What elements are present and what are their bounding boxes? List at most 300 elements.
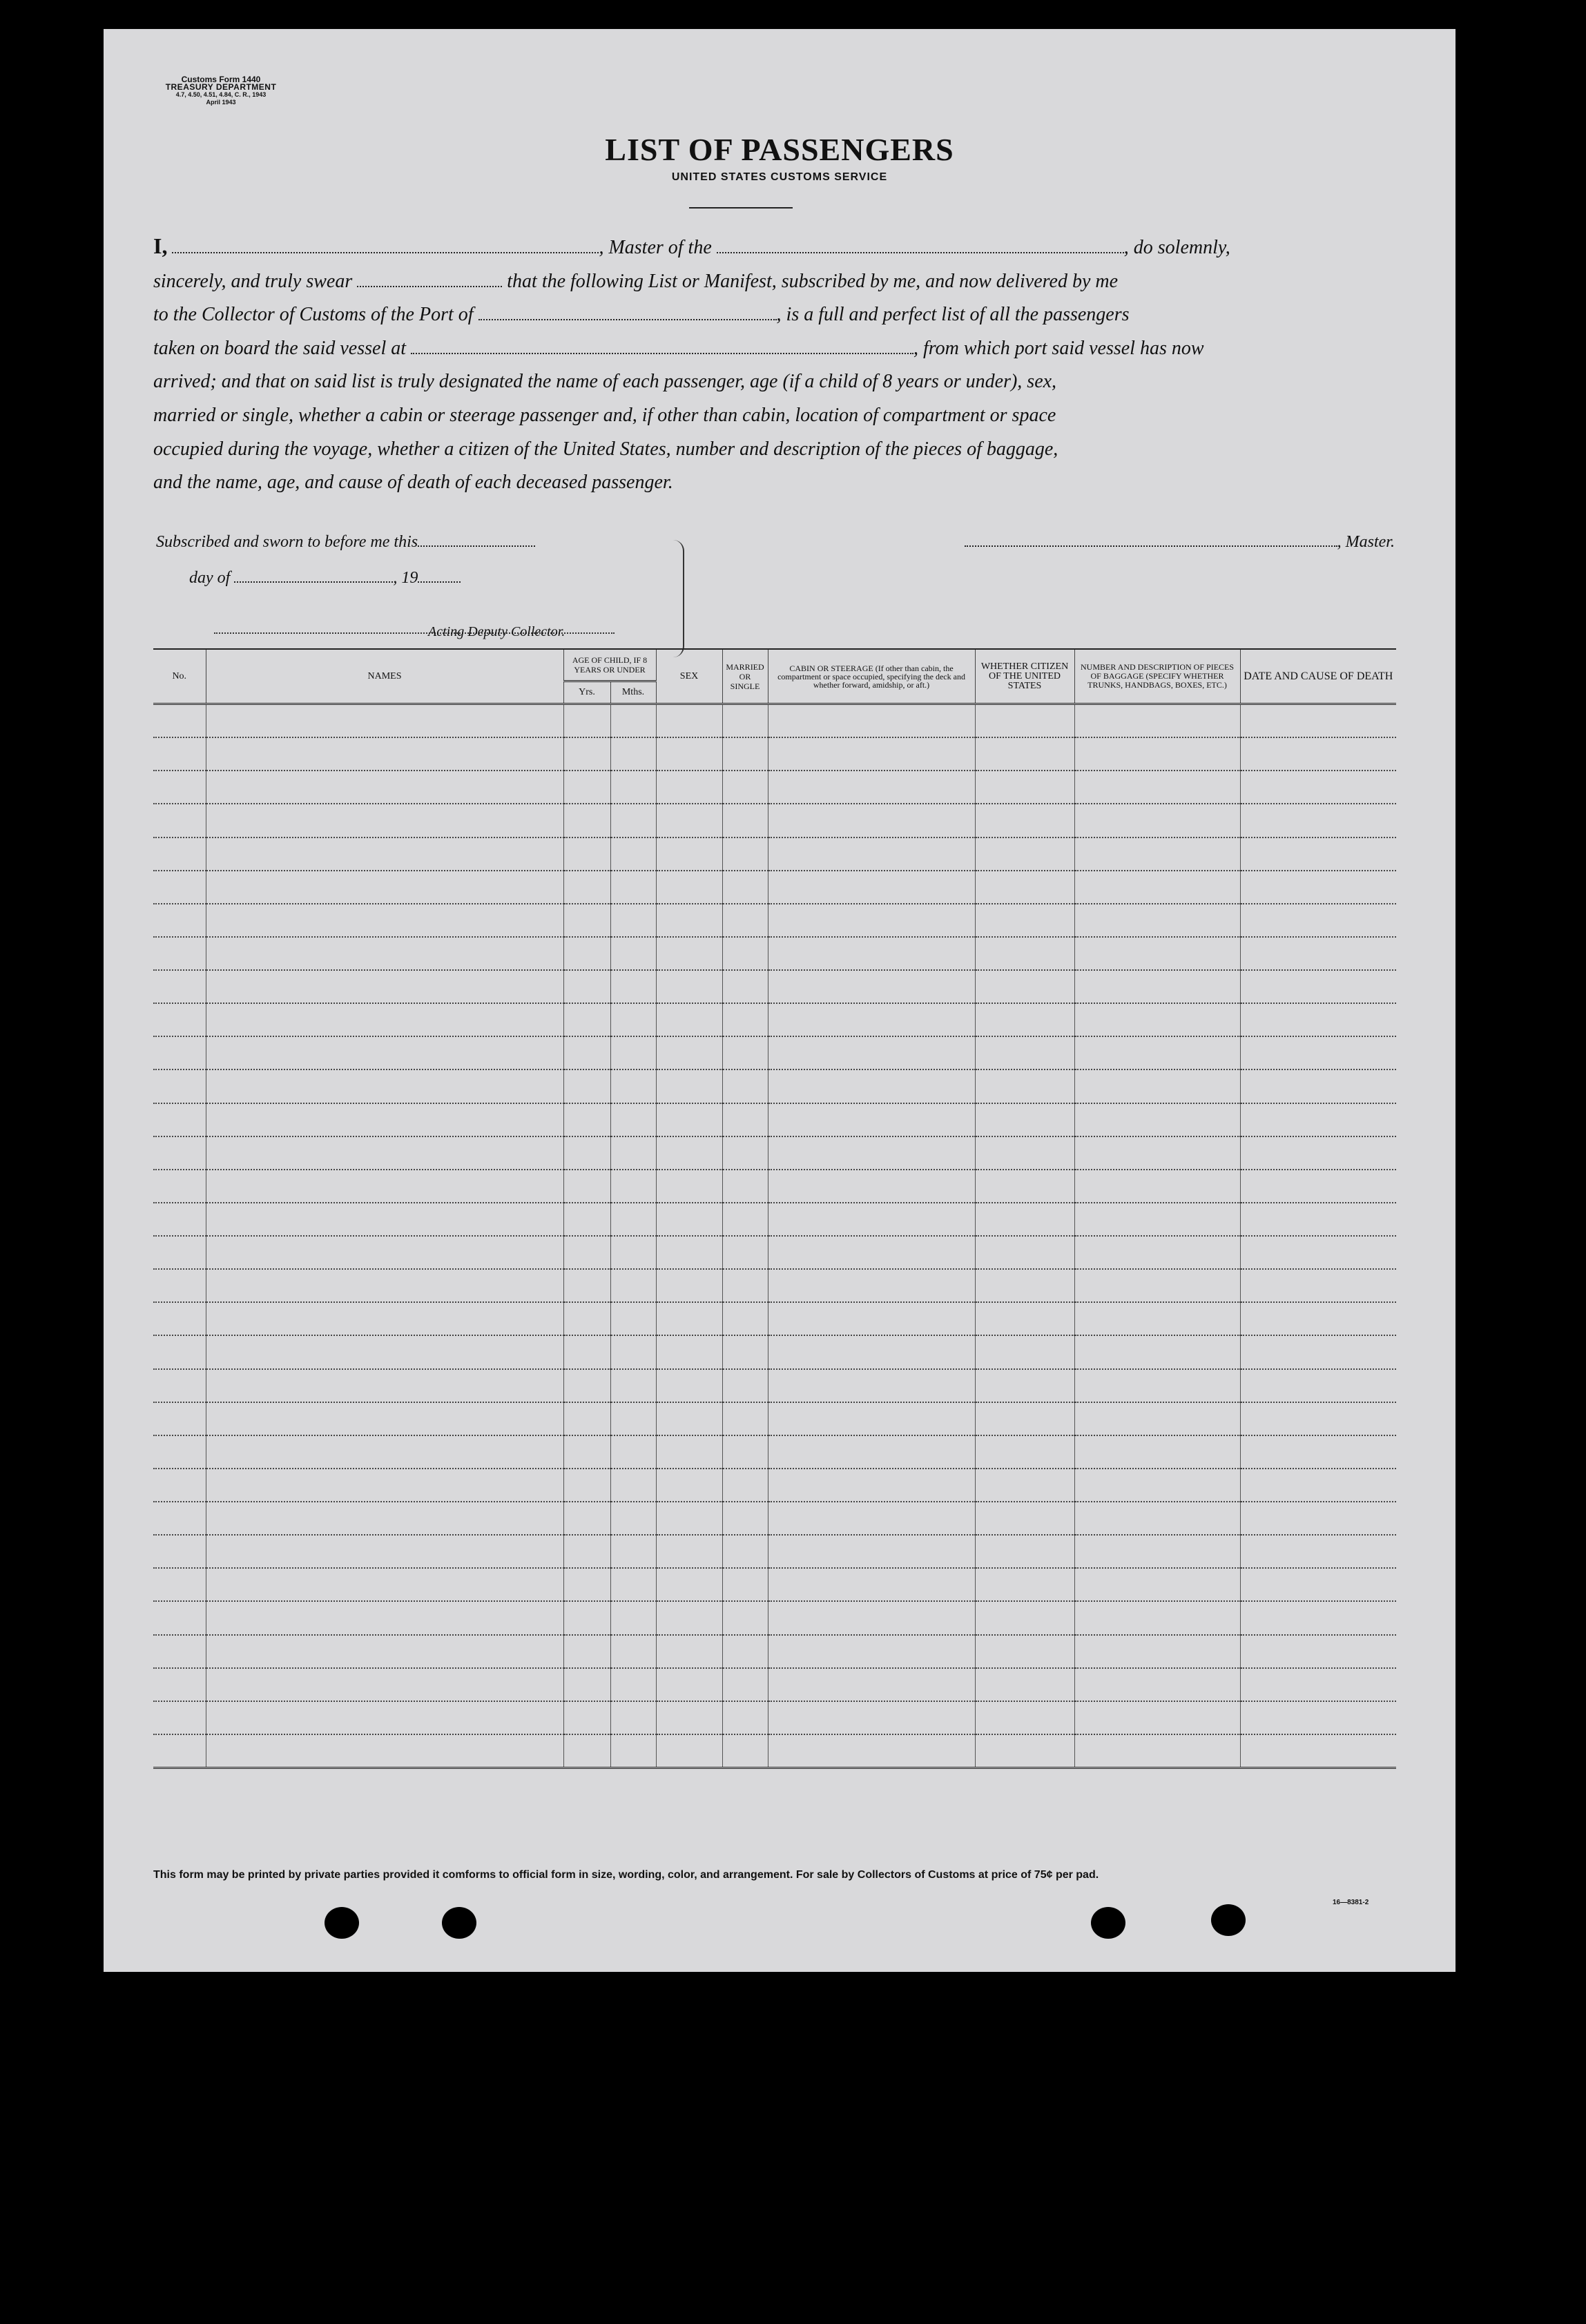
row-name-cell[interactable] <box>206 1734 563 1768</box>
row-months-cell[interactable] <box>610 1701 656 1734</box>
row-months-cell[interactable] <box>610 1335 656 1368</box>
row-months-cell[interactable] <box>610 970 656 1003</box>
row-years-cell[interactable] <box>563 1502 610 1535</box>
vessel-name-field[interactable] <box>717 238 1124 253</box>
row-citizen-cell[interactable] <box>975 1203 1074 1236</box>
row-years-cell[interactable] <box>563 737 610 771</box>
row-baggage-cell[interactable] <box>1074 1601 1240 1634</box>
row-sex-cell[interactable] <box>656 1502 722 1535</box>
row-months-cell[interactable] <box>610 1535 656 1568</box>
row-name-cell[interactable] <box>206 1435 563 1469</box>
row-no-cell[interactable] <box>153 1502 206 1535</box>
row-months-cell[interactable] <box>610 1502 656 1535</box>
row-cabin-cell[interactable] <box>768 771 975 804</box>
row-citizen-cell[interactable] <box>975 970 1074 1003</box>
row-years-cell[interactable] <box>563 1302 610 1335</box>
sworn-day-field[interactable] <box>418 532 535 547</box>
row-married-cell[interactable] <box>722 1435 768 1469</box>
row-months-cell[interactable] <box>610 1103 656 1136</box>
row-sex-cell[interactable] <box>656 1402 722 1435</box>
row-name-cell[interactable] <box>206 1635 563 1668</box>
master-name-field[interactable] <box>172 238 599 253</box>
row-no-cell[interactable] <box>153 804 206 837</box>
row-married-cell[interactable] <box>722 737 768 771</box>
row-baggage-cell[interactable] <box>1074 1170 1240 1203</box>
row-cabin-cell[interactable] <box>768 1170 975 1203</box>
row-name-cell[interactable] <box>206 1402 563 1435</box>
row-death-cell[interactable] <box>1240 804 1396 837</box>
row-cabin-cell[interactable] <box>768 970 975 1003</box>
row-baggage-cell[interactable] <box>1074 1568 1240 1601</box>
row-months-cell[interactable] <box>610 837 656 871</box>
row-baggage-cell[interactable] <box>1074 1369 1240 1402</box>
row-name-cell[interactable] <box>206 837 563 871</box>
row-death-cell[interactable] <box>1240 1103 1396 1136</box>
row-years-cell[interactable] <box>563 1036 610 1069</box>
row-months-cell[interactable] <box>610 704 656 738</box>
row-citizen-cell[interactable] <box>975 1435 1074 1469</box>
row-baggage-cell[interactable] <box>1074 1402 1240 1435</box>
row-baggage-cell[interactable] <box>1074 871 1240 904</box>
row-no-cell[interactable] <box>153 1601 206 1634</box>
row-cabin-cell[interactable] <box>768 937 975 970</box>
row-death-cell[interactable] <box>1240 1668 1396 1701</box>
row-name-cell[interactable] <box>206 1136 563 1170</box>
row-citizen-cell[interactable] <box>975 1369 1074 1402</box>
row-death-cell[interactable] <box>1240 871 1396 904</box>
row-no-cell[interactable] <box>153 1535 206 1568</box>
row-citizen-cell[interactable] <box>975 1502 1074 1535</box>
row-name-cell[interactable] <box>206 1069 563 1103</box>
row-name-cell[interactable] <box>206 904 563 937</box>
row-baggage-cell[interactable] <box>1074 1136 1240 1170</box>
row-no-cell[interactable] <box>153 1269 206 1302</box>
row-sex-cell[interactable] <box>656 1103 722 1136</box>
row-sex-cell[interactable] <box>656 1269 722 1302</box>
row-cabin-cell[interactable] <box>768 1269 975 1302</box>
row-cabin-cell[interactable] <box>768 1568 975 1601</box>
row-citizen-cell[interactable] <box>975 1269 1074 1302</box>
row-married-cell[interactable] <box>722 970 768 1003</box>
row-months-cell[interactable] <box>610 1302 656 1335</box>
row-no-cell[interactable] <box>153 904 206 937</box>
row-sex-cell[interactable] <box>656 1069 722 1103</box>
row-no-cell[interactable] <box>153 1036 206 1069</box>
row-married-cell[interactable] <box>722 1701 768 1734</box>
row-sex-cell[interactable] <box>656 704 722 738</box>
row-married-cell[interactable] <box>722 771 768 804</box>
row-no-cell[interactable] <box>153 1236 206 1269</box>
master-signature-field[interactable] <box>965 532 1337 547</box>
row-no-cell[interactable] <box>153 1203 206 1236</box>
row-sex-cell[interactable] <box>656 937 722 970</box>
row-sex-cell[interactable] <box>656 1236 722 1269</box>
row-cabin-cell[interactable] <box>768 1335 975 1368</box>
row-years-cell[interactable] <box>563 904 610 937</box>
row-months-cell[interactable] <box>610 1369 656 1402</box>
row-baggage-cell[interactable] <box>1074 737 1240 771</box>
row-name-cell[interactable] <box>206 1302 563 1335</box>
row-months-cell[interactable] <box>610 1469 656 1502</box>
row-sex-cell[interactable] <box>656 1435 722 1469</box>
row-death-cell[interactable] <box>1240 1136 1396 1170</box>
row-death-cell[interactable] <box>1240 837 1396 871</box>
row-death-cell[interactable] <box>1240 1469 1396 1502</box>
row-married-cell[interactable] <box>722 1601 768 1634</box>
row-married-cell[interactable] <box>722 804 768 837</box>
row-baggage-cell[interactable] <box>1074 1435 1240 1469</box>
row-cabin-cell[interactable] <box>768 1203 975 1236</box>
row-death-cell[interactable] <box>1240 1369 1396 1402</box>
row-no-cell[interactable] <box>153 1701 206 1734</box>
row-married-cell[interactable] <box>722 937 768 970</box>
row-citizen-cell[interactable] <box>975 1568 1074 1601</box>
row-years-cell[interactable] <box>563 1170 610 1203</box>
row-name-cell[interactable] <box>206 704 563 738</box>
row-name-cell[interactable] <box>206 1203 563 1236</box>
row-no-cell[interactable] <box>153 1170 206 1203</box>
row-death-cell[interactable] <box>1240 1701 1396 1734</box>
row-baggage-cell[interactable] <box>1074 1302 1240 1335</box>
row-married-cell[interactable] <box>722 1136 768 1170</box>
row-married-cell[interactable] <box>722 1668 768 1701</box>
row-no-cell[interactable] <box>153 737 206 771</box>
row-baggage-cell[interactable] <box>1074 1668 1240 1701</box>
row-citizen-cell[interactable] <box>975 1469 1074 1502</box>
row-married-cell[interactable] <box>722 1568 768 1601</box>
row-baggage-cell[interactable] <box>1074 1502 1240 1535</box>
row-name-cell[interactable] <box>206 1502 563 1535</box>
row-citizen-cell[interactable] <box>975 1734 1074 1768</box>
row-married-cell[interactable] <box>722 1269 768 1302</box>
row-years-cell[interactable] <box>563 871 610 904</box>
row-years-cell[interactable] <box>563 1734 610 1768</box>
row-sex-cell[interactable] <box>656 737 722 771</box>
row-baggage-cell[interactable] <box>1074 1003 1240 1036</box>
row-citizen-cell[interactable] <box>975 937 1074 970</box>
row-no-cell[interactable] <box>153 1136 206 1170</box>
row-months-cell[interactable] <box>610 804 656 837</box>
row-death-cell[interactable] <box>1240 1502 1396 1535</box>
row-citizen-cell[interactable] <box>975 704 1074 738</box>
row-death-cell[interactable] <box>1240 1203 1396 1236</box>
row-sex-cell[interactable] <box>656 1635 722 1668</box>
row-years-cell[interactable] <box>563 1269 610 1302</box>
row-cabin-cell[interactable] <box>768 1701 975 1734</box>
row-no-cell[interactable] <box>153 937 206 970</box>
row-sex-cell[interactable] <box>656 1036 722 1069</box>
row-sex-cell[interactable] <box>656 1568 722 1601</box>
row-no-cell[interactable] <box>153 1069 206 1103</box>
row-sex-cell[interactable] <box>656 1136 722 1170</box>
row-months-cell[interactable] <box>610 1036 656 1069</box>
row-name-cell[interactable] <box>206 804 563 837</box>
row-years-cell[interactable] <box>563 937 610 970</box>
row-citizen-cell[interactable] <box>975 1103 1074 1136</box>
row-cabin-cell[interactable] <box>768 1369 975 1402</box>
row-married-cell[interactable] <box>722 1170 768 1203</box>
row-years-cell[interactable] <box>563 970 610 1003</box>
row-no-cell[interactable] <box>153 1003 206 1036</box>
row-no-cell[interactable] <box>153 1469 206 1502</box>
row-no-cell[interactable] <box>153 1435 206 1469</box>
row-name-cell[interactable] <box>206 1668 563 1701</box>
row-death-cell[interactable] <box>1240 1601 1396 1634</box>
row-no-cell[interactable] <box>153 1402 206 1435</box>
row-cabin-cell[interactable] <box>768 1435 975 1469</box>
row-death-cell[interactable] <box>1240 1635 1396 1668</box>
row-citizen-cell[interactable] <box>975 1069 1074 1103</box>
row-name-cell[interactable] <box>206 1469 563 1502</box>
row-years-cell[interactable] <box>563 837 610 871</box>
row-years-cell[interactable] <box>563 1402 610 1435</box>
row-cabin-cell[interactable] <box>768 1601 975 1634</box>
row-death-cell[interactable] <box>1240 1036 1396 1069</box>
row-months-cell[interactable] <box>610 1668 656 1701</box>
row-years-cell[interactable] <box>563 1435 610 1469</box>
sworn-month-field[interactable] <box>234 568 393 583</box>
row-cabin-cell[interactable] <box>768 1003 975 1036</box>
row-cabin-cell[interactable] <box>768 1302 975 1335</box>
row-citizen-cell[interactable] <box>975 837 1074 871</box>
row-baggage-cell[interactable] <box>1074 1036 1240 1069</box>
row-married-cell[interactable] <box>722 837 768 871</box>
row-baggage-cell[interactable] <box>1074 1535 1240 1568</box>
row-cabin-cell[interactable] <box>768 1469 975 1502</box>
row-death-cell[interactable] <box>1240 1069 1396 1103</box>
row-months-cell[interactable] <box>610 1568 656 1601</box>
row-married-cell[interactable] <box>722 1734 768 1768</box>
row-cabin-cell[interactable] <box>768 871 975 904</box>
row-citizen-cell[interactable] <box>975 1635 1074 1668</box>
departure-port-field[interactable] <box>411 339 913 354</box>
row-cabin-cell[interactable] <box>768 1036 975 1069</box>
row-married-cell[interactable] <box>722 1335 768 1368</box>
row-death-cell[interactable] <box>1240 737 1396 771</box>
row-death-cell[interactable] <box>1240 1269 1396 1302</box>
row-cabin-cell[interactable] <box>768 1668 975 1701</box>
row-years-cell[interactable] <box>563 1535 610 1568</box>
row-years-cell[interactable] <box>563 771 610 804</box>
row-sex-cell[interactable] <box>656 1701 722 1734</box>
row-citizen-cell[interactable] <box>975 1170 1074 1203</box>
row-no-cell[interactable] <box>153 704 206 738</box>
row-name-cell[interactable] <box>206 970 563 1003</box>
row-years-cell[interactable] <box>563 1335 610 1368</box>
row-married-cell[interactable] <box>722 1203 768 1236</box>
row-death-cell[interactable] <box>1240 1236 1396 1269</box>
row-citizen-cell[interactable] <box>975 1335 1074 1368</box>
row-sex-cell[interactable] <box>656 804 722 837</box>
row-years-cell[interactable] <box>563 1136 610 1170</box>
row-baggage-cell[interactable] <box>1074 771 1240 804</box>
row-married-cell[interactable] <box>722 904 768 937</box>
row-years-cell[interactable] <box>563 1203 610 1236</box>
row-no-cell[interactable] <box>153 1568 206 1601</box>
row-married-cell[interactable] <box>722 1036 768 1069</box>
row-married-cell[interactable] <box>722 1369 768 1402</box>
row-no-cell[interactable] <box>153 1668 206 1701</box>
row-months-cell[interactable] <box>610 1236 656 1269</box>
row-months-cell[interactable] <box>610 1601 656 1634</box>
row-baggage-cell[interactable] <box>1074 1469 1240 1502</box>
row-married-cell[interactable] <box>722 1402 768 1435</box>
row-death-cell[interactable] <box>1240 1170 1396 1203</box>
row-citizen-cell[interactable] <box>975 771 1074 804</box>
swear-field[interactable] <box>357 272 502 287</box>
row-months-cell[interactable] <box>610 1069 656 1103</box>
row-months-cell[interactable] <box>610 1269 656 1302</box>
row-years-cell[interactable] <box>563 1635 610 1668</box>
row-citizen-cell[interactable] <box>975 804 1074 837</box>
row-no-cell[interactable] <box>153 1369 206 1402</box>
row-no-cell[interactable] <box>153 1335 206 1368</box>
row-months-cell[interactable] <box>610 1635 656 1668</box>
row-years-cell[interactable] <box>563 1469 610 1502</box>
row-years-cell[interactable] <box>563 804 610 837</box>
row-cabin-cell[interactable] <box>768 904 975 937</box>
row-sex-cell[interactable] <box>656 871 722 904</box>
row-months-cell[interactable] <box>610 1136 656 1170</box>
row-no-cell[interactable] <box>153 1302 206 1335</box>
row-months-cell[interactable] <box>610 904 656 937</box>
row-years-cell[interactable] <box>563 1236 610 1269</box>
row-sex-cell[interactable] <box>656 1601 722 1634</box>
row-name-cell[interactable] <box>206 937 563 970</box>
row-name-cell[interactable] <box>206 1601 563 1634</box>
row-baggage-cell[interactable] <box>1074 1635 1240 1668</box>
row-no-cell[interactable] <box>153 1635 206 1668</box>
row-sex-cell[interactable] <box>656 970 722 1003</box>
row-years-cell[interactable] <box>563 1369 610 1402</box>
row-sex-cell[interactable] <box>656 1003 722 1036</box>
row-sex-cell[interactable] <box>656 1302 722 1335</box>
row-sex-cell[interactable] <box>656 1170 722 1203</box>
row-years-cell[interactable] <box>563 1103 610 1136</box>
row-years-cell[interactable] <box>563 1668 610 1701</box>
row-baggage-cell[interactable] <box>1074 1734 1240 1768</box>
row-months-cell[interactable] <box>610 1003 656 1036</box>
row-name-cell[interactable] <box>206 737 563 771</box>
row-cabin-cell[interactable] <box>768 737 975 771</box>
row-baggage-cell[interactable] <box>1074 1269 1240 1302</box>
row-citizen-cell[interactable] <box>975 1668 1074 1701</box>
row-married-cell[interactable] <box>722 704 768 738</box>
row-baggage-cell[interactable] <box>1074 1335 1240 1368</box>
row-citizen-cell[interactable] <box>975 1402 1074 1435</box>
row-cabin-cell[interactable] <box>768 1502 975 1535</box>
row-baggage-cell[interactable] <box>1074 970 1240 1003</box>
row-sex-cell[interactable] <box>656 837 722 871</box>
row-citizen-cell[interactable] <box>975 1003 1074 1036</box>
row-death-cell[interactable] <box>1240 704 1396 738</box>
row-married-cell[interactable] <box>722 1003 768 1036</box>
row-sex-cell[interactable] <box>656 1734 722 1768</box>
row-name-cell[interactable] <box>206 871 563 904</box>
row-name-cell[interactable] <box>206 1236 563 1269</box>
port-field[interactable] <box>478 305 777 320</box>
row-sex-cell[interactable] <box>656 904 722 937</box>
row-baggage-cell[interactable] <box>1074 1069 1240 1103</box>
row-cabin-cell[interactable] <box>768 1136 975 1170</box>
row-name-cell[interactable] <box>206 1170 563 1203</box>
row-death-cell[interactable] <box>1240 1003 1396 1036</box>
row-months-cell[interactable] <box>610 1402 656 1435</box>
row-baggage-cell[interactable] <box>1074 804 1240 837</box>
row-citizen-cell[interactable] <box>975 1236 1074 1269</box>
row-baggage-cell[interactable] <box>1074 904 1240 937</box>
row-months-cell[interactable] <box>610 771 656 804</box>
row-married-cell[interactable] <box>722 871 768 904</box>
row-baggage-cell[interactable] <box>1074 1701 1240 1734</box>
row-death-cell[interactable] <box>1240 904 1396 937</box>
row-no-cell[interactable] <box>153 1734 206 1768</box>
row-citizen-cell[interactable] <box>975 1601 1074 1634</box>
row-sex-cell[interactable] <box>656 771 722 804</box>
row-name-cell[interactable] <box>206 1036 563 1069</box>
row-death-cell[interactable] <box>1240 937 1396 970</box>
row-name-cell[interactable] <box>206 1269 563 1302</box>
row-sex-cell[interactable] <box>656 1469 722 1502</box>
row-years-cell[interactable] <box>563 1003 610 1036</box>
row-months-cell[interactable] <box>610 1170 656 1203</box>
row-name-cell[interactable] <box>206 1535 563 1568</box>
row-months-cell[interactable] <box>610 871 656 904</box>
row-no-cell[interactable] <box>153 1103 206 1136</box>
row-death-cell[interactable] <box>1240 1535 1396 1568</box>
row-cabin-cell[interactable] <box>768 704 975 738</box>
row-no-cell[interactable] <box>153 871 206 904</box>
row-death-cell[interactable] <box>1240 1302 1396 1335</box>
row-death-cell[interactable] <box>1240 1335 1396 1368</box>
row-no-cell[interactable] <box>153 771 206 804</box>
row-cabin-cell[interactable] <box>768 1236 975 1269</box>
row-married-cell[interactable] <box>722 1535 768 1568</box>
row-sex-cell[interactable] <box>656 1369 722 1402</box>
row-years-cell[interactable] <box>563 1568 610 1601</box>
row-name-cell[interactable] <box>206 1568 563 1601</box>
row-months-cell[interactable] <box>610 1203 656 1236</box>
sworn-year-field[interactable] <box>418 568 461 583</box>
row-citizen-cell[interactable] <box>975 1535 1074 1568</box>
row-baggage-cell[interactable] <box>1074 1203 1240 1236</box>
row-baggage-cell[interactable] <box>1074 837 1240 871</box>
row-no-cell[interactable] <box>153 970 206 1003</box>
row-citizen-cell[interactable] <box>975 1036 1074 1069</box>
row-years-cell[interactable] <box>563 704 610 738</box>
row-no-cell[interactable] <box>153 837 206 871</box>
row-married-cell[interactable] <box>722 1302 768 1335</box>
row-death-cell[interactable] <box>1240 1402 1396 1435</box>
row-months-cell[interactable] <box>610 1734 656 1768</box>
row-citizen-cell[interactable] <box>975 1701 1074 1734</box>
row-death-cell[interactable] <box>1240 970 1396 1003</box>
row-cabin-cell[interactable] <box>768 1734 975 1768</box>
row-sex-cell[interactable] <box>656 1535 722 1568</box>
row-death-cell[interactable] <box>1240 1734 1396 1768</box>
row-married-cell[interactable] <box>722 1069 768 1103</box>
row-sex-cell[interactable] <box>656 1335 722 1368</box>
row-months-cell[interactable] <box>610 1435 656 1469</box>
row-name-cell[interactable] <box>206 771 563 804</box>
row-cabin-cell[interactable] <box>768 1635 975 1668</box>
row-baggage-cell[interactable] <box>1074 1103 1240 1136</box>
row-years-cell[interactable] <box>563 1701 610 1734</box>
row-months-cell[interactable] <box>610 937 656 970</box>
row-cabin-cell[interactable] <box>768 1103 975 1136</box>
row-cabin-cell[interactable] <box>768 837 975 871</box>
row-name-cell[interactable] <box>206 1701 563 1734</box>
